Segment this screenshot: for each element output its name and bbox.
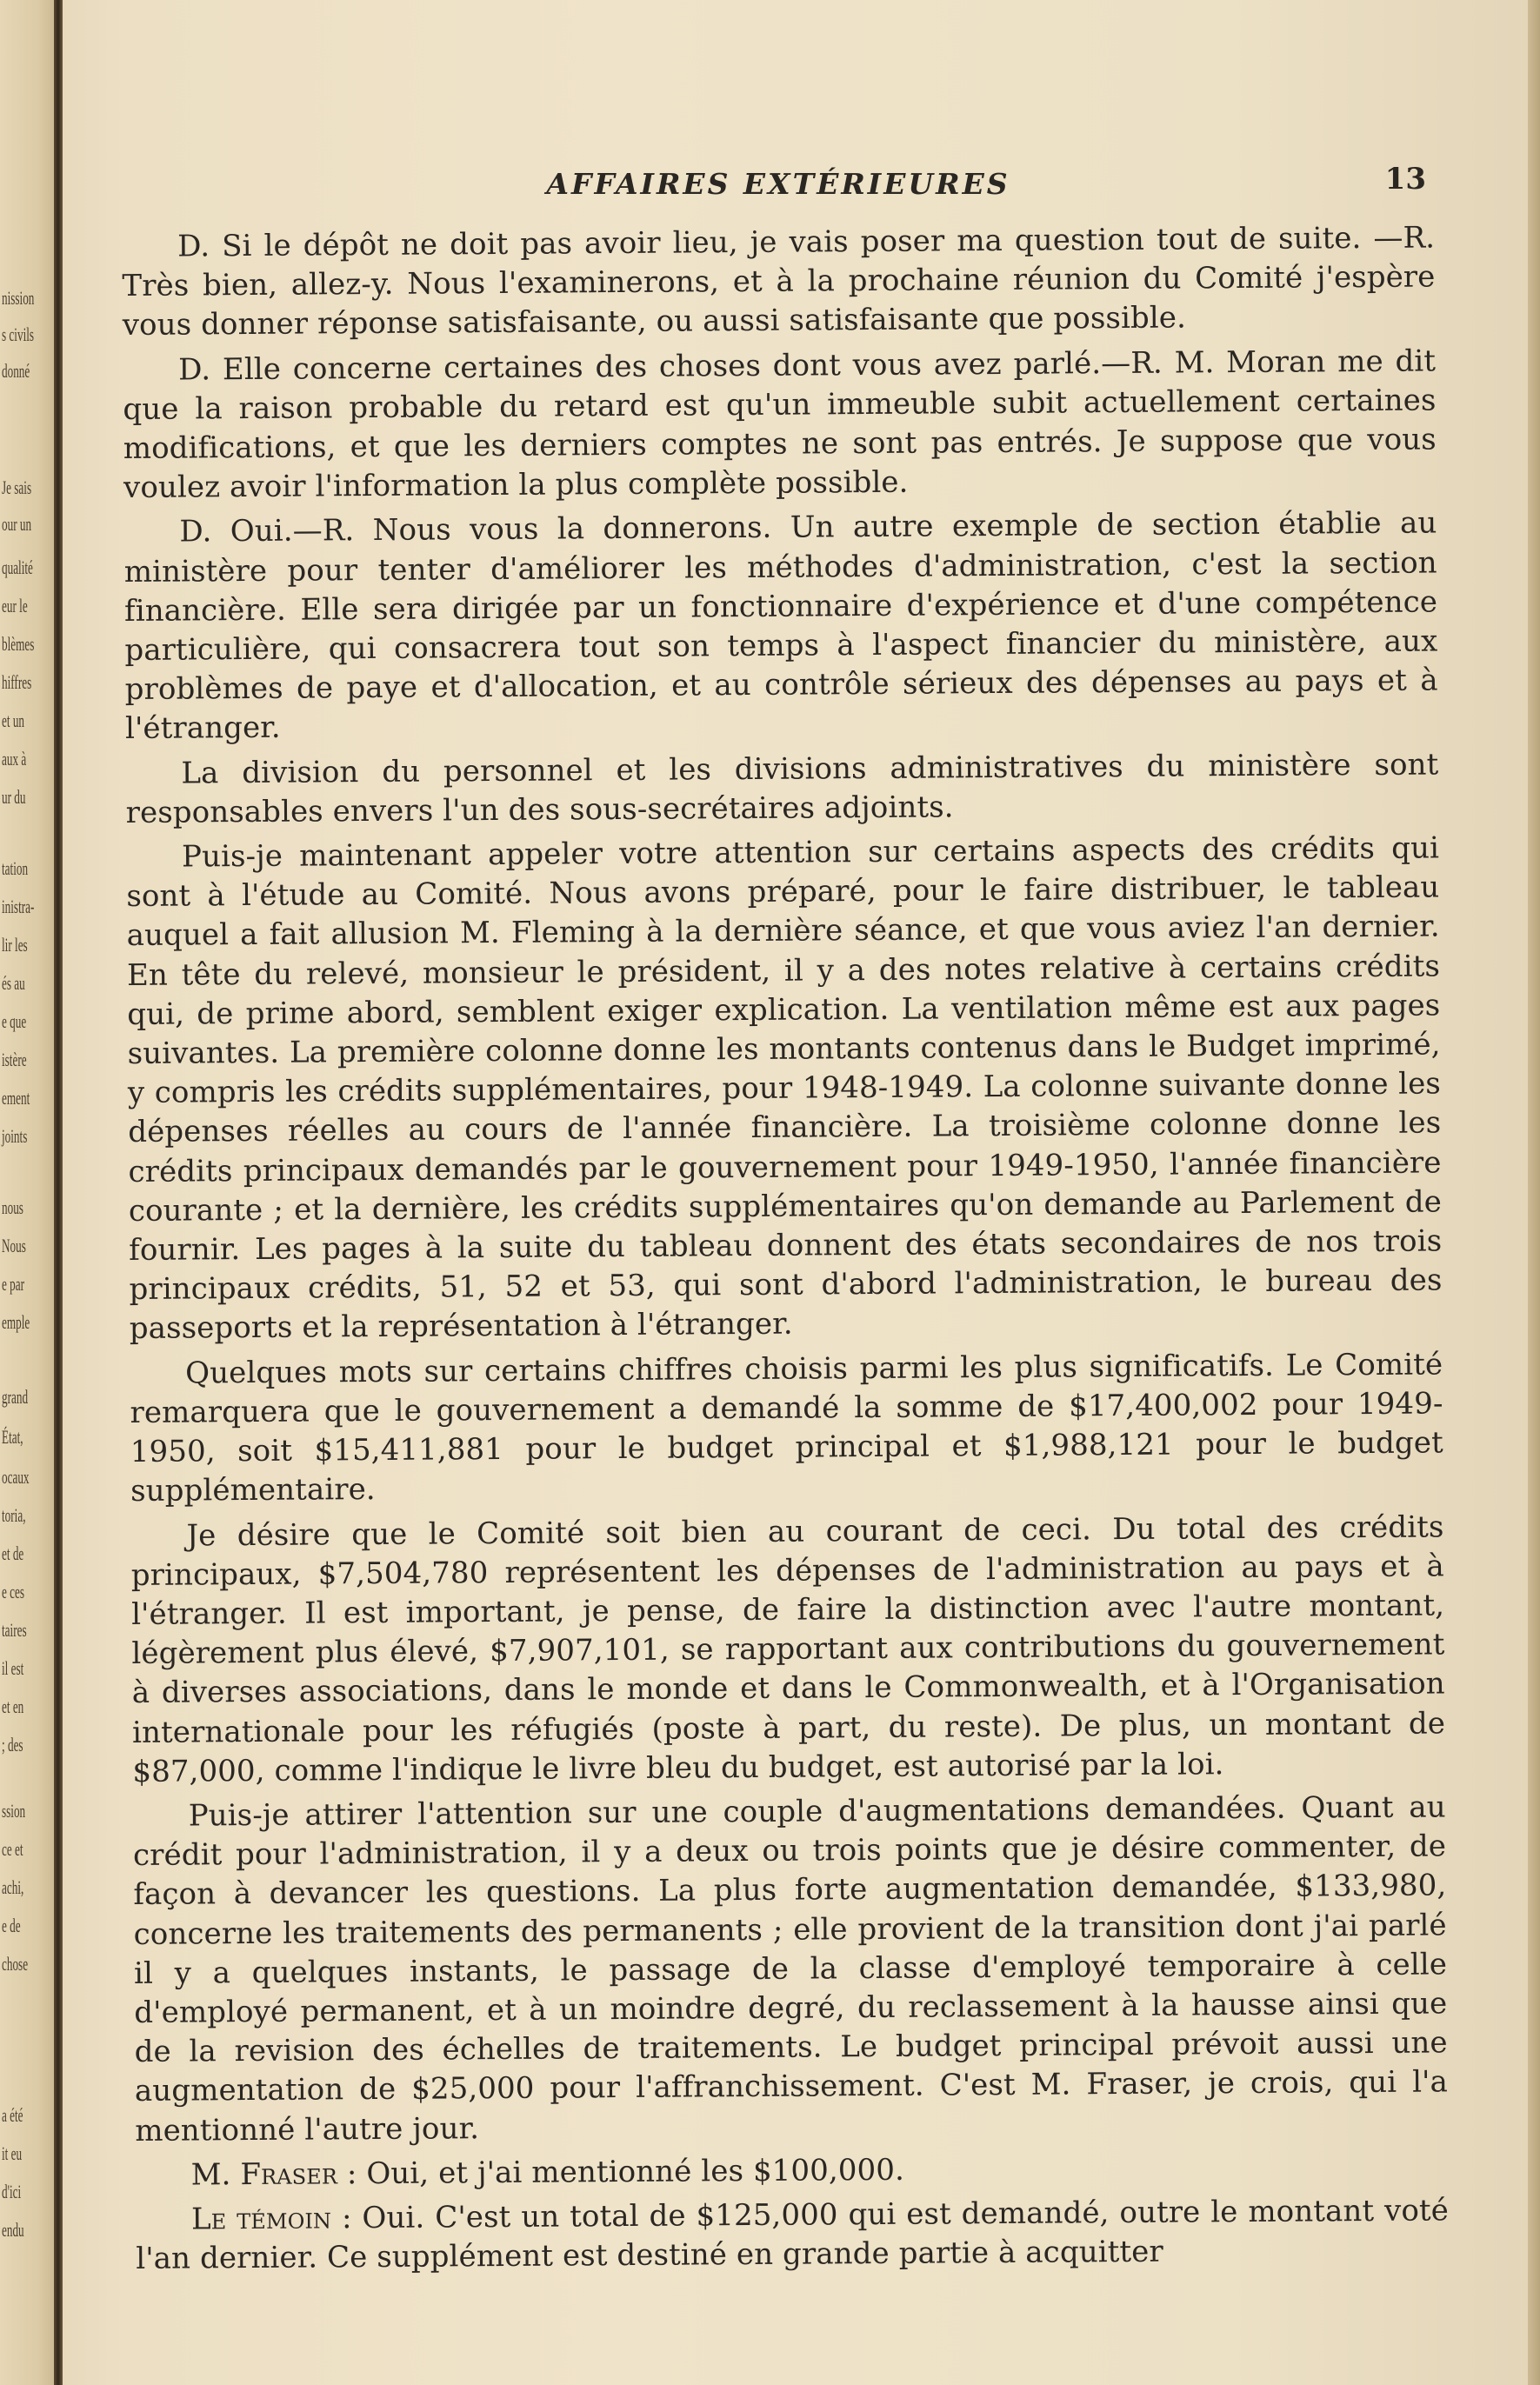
gutter-fragment: inistra- xyxy=(2,896,35,917)
gutter-fragment: nission xyxy=(2,287,35,309)
speaker-name: M. Fraser : xyxy=(190,2155,357,2193)
gutter-fragment: achi, xyxy=(2,1876,24,1898)
paragraph: Puis-je attirer l'attention sur une couple d'augmentations demandées. Quant au crédit pour l'administration, il y a deux ou trois points que je désire commenter, de façon à devancer les questions. La plus forte augmentation demandée, $133,980, concerne les traitements des permanents ; elle provient de la transition dont j'ai parlé il y a quelques instants, le passage de la classe d'employé temporaire à celle d'employé permanent, et à un moindre degré, du reclassement à la hausse ainsi que de la revision des échelles de traitements. Le budget principal prévoit aussi une augmentation de $25,000 pour l'affranchissement. C'est M. Fraser, je crois, qui l'a mentionné l'autre jour. xyxy=(132,1789,1449,2148)
gutter-fragment: aux à xyxy=(2,748,27,769)
gutter-fragment: e ces xyxy=(2,1581,25,1602)
paragraph: Puis-je maintenant appeler votre attention sur certains aspects des crédits qui sont à l'étude au Comité. Nous avons préparé, pour le faire distribuer, le tableau auquel a fait allusion M. Fleming à la dernière séance, et que vous aviez l'an dernier. En tête du relevé, monsieur le président, il y a des notes relative à certains crédits qui, de prime abord, semblent exiger explication. La ventilation même est aux pages suivantes. La première colonne donne les montants contenus dans le Budget imprimé, y compris les crédits supplémentaires, pour 1948-1949. La colonne suivante donne les dépenses réelles au cours de l'année financière. La troisième colonne donne les crédits principaux demandés par le gouvernement pour 1949-1950, l'année financière courante ; et la dernière, les crédits supplémentaires qu'on demande au Parlement de fournir. Les pages à la suite du tableau donnent des états secondaires de nos trois principaux crédits, 51, 52 et 53, qui sont d'abord l'administration, le bureau des passeports et la représentation à l'étranger. xyxy=(126,830,1443,1347)
gutter-fragment: eur le xyxy=(2,595,28,616)
gutter-fragment: istère xyxy=(2,1049,27,1070)
speaker-paragraph: M. Fraser : Oui, et j'ai mentionné les $100,000. xyxy=(190,2152,905,2193)
facing-page-gutter xyxy=(0,0,54,2385)
gutter-fragment: grand xyxy=(2,1386,29,1408)
gutter-fragment: d'ici xyxy=(2,2181,22,2202)
gutter-fragment: ur du xyxy=(2,786,26,808)
paragraph: Je désire que le Comité soit bien au courant de ceci. Du total des crédits principaux, $7,504,780 représentent les dépenses de l'administration au pays et à l'étranger. Il est important, je pense, de faire la distinction avec l'autre montant, légèrement plus élevé, $7,907,101, se rapportant aux contributions du gouvernement à diverses associations, dans le monde et dans le Commonwealth, et à l'Organisation internationale pour les réfugiés (poste à part, du reste). De plus, un montant de $87,000, comme l'indique le livre bleu du budget, est autorisé par la loi. xyxy=(130,1509,1446,1789)
gutter-fragment: our un xyxy=(2,513,32,535)
gutter-fragment: endu xyxy=(2,2219,24,2241)
gutter-fragment: tation xyxy=(2,857,29,879)
gutter-fragment: toria, xyxy=(2,1504,26,1526)
gutter-fragment: ocaux xyxy=(2,1466,30,1488)
gutter-fragment: ement xyxy=(2,1087,30,1109)
gutter-fragment: nous xyxy=(2,1196,23,1218)
gutter-fragment: e de xyxy=(2,1915,21,1936)
page-header xyxy=(122,158,1435,210)
page-number: 13 xyxy=(1384,162,1426,197)
gutter-fragment: a été xyxy=(2,2104,23,2126)
gutter-fragment: taires xyxy=(2,1619,27,1641)
gutter-fragment: hiffres xyxy=(2,671,32,693)
gutter-fragment: Je sais xyxy=(2,476,32,498)
gutter-fragment: e par xyxy=(2,1273,25,1295)
gutter-fragment: et un xyxy=(2,710,25,731)
gutter-fragment: ; des xyxy=(2,1734,23,1755)
gutter-fragment: donné xyxy=(2,360,30,382)
paragraph: D. Elle concerne certaines des choses dont vous avez parlé.—R. M. Moran me dit que la raison probable du retard est qu'un immeuble subit actuellement certaines modifications, et que les derniers comptes ne sont pas entrés. Je suppose que vous voulez avoir l'information la plus complète possible. xyxy=(123,343,1437,506)
gutter-fragment: és au xyxy=(2,972,25,994)
gutter-fragment: joints xyxy=(2,1125,28,1147)
body-text xyxy=(122,218,1449,2284)
gutter-fragment: et de xyxy=(2,1542,24,1564)
paragraph: La division du personnel et les divisions administratives du ministère sont responsables envers l'un des sous-secrétaires adjoints. xyxy=(125,747,1439,830)
gutter-fragment: it eu xyxy=(2,2142,23,2164)
book-spine-shadow xyxy=(54,0,63,2385)
gutter-fragment: qualité xyxy=(2,556,33,578)
speaker-name: Le témoin : xyxy=(190,2201,352,2237)
gutter-fragment: lir les xyxy=(2,934,28,956)
gutter-fragment: e que xyxy=(2,1010,27,1032)
gutter-fragment: s civils xyxy=(2,323,35,345)
gutter-fragment: chose xyxy=(2,1953,29,1975)
gutter-fragment: ssion xyxy=(2,1800,26,1822)
gutter-fragment: blèmes xyxy=(2,633,35,655)
gutter-fragment: emple xyxy=(2,1311,30,1333)
page-edge xyxy=(1528,0,1540,2385)
running-title: AFFAIRES EXTÉRIEURES xyxy=(546,167,1010,201)
gutter-fragment: et en xyxy=(2,1695,24,1717)
paragraph: D. Si le dépôt ne doit pas avoir lieu, je vais poser ma question tout de suite. —R. Très bien, allez-y. Nous l'examinerons, et à la prochaine réunion du Comité j'espère vous donner réponse satisfaisante, ou aussi satisfaisante que possible. xyxy=(122,220,1436,343)
paragraph: D. Oui.—R. Nous vous la donnerons. Un autre exemple de section établie au ministère pour tenter d'améliorer les méthodes d'administration, c'est la section financière. Elle sera dirigée par un fonctionnaire d'expérience et d'une compétence particulière, qui consacrera tout son temps à l'aspect financier du ministère, aux problèmes de paye et d'allocation, et au contrôle sérieux des dépenses au pays et à l'étranger. xyxy=(123,505,1438,747)
gutter-fragment: il est xyxy=(2,1657,24,1679)
gutter-fragment: ce et xyxy=(2,1838,23,1860)
gutter-fragment: État, xyxy=(2,1426,23,1448)
paragraph: Quelques mots sur certains chiffres choisis parmi les plus significatifs. Le Comité remarquera que le gouvernement a demandé la somme de $17,400,002 pour 1949-1950, soit $15,411,881 pour le budget principal et $1,988,121 pour le budget supplémentaire. xyxy=(130,1347,1443,1509)
speaker-paragraph: Le témoin : Oui. C'est un total de $125,000 qui est demandé, outre le montant voté l'an dernier. Ce supplément est destiné en grande partie à acquitter xyxy=(136,2193,1450,2277)
gutter-fragment: Nous xyxy=(2,1235,26,1256)
